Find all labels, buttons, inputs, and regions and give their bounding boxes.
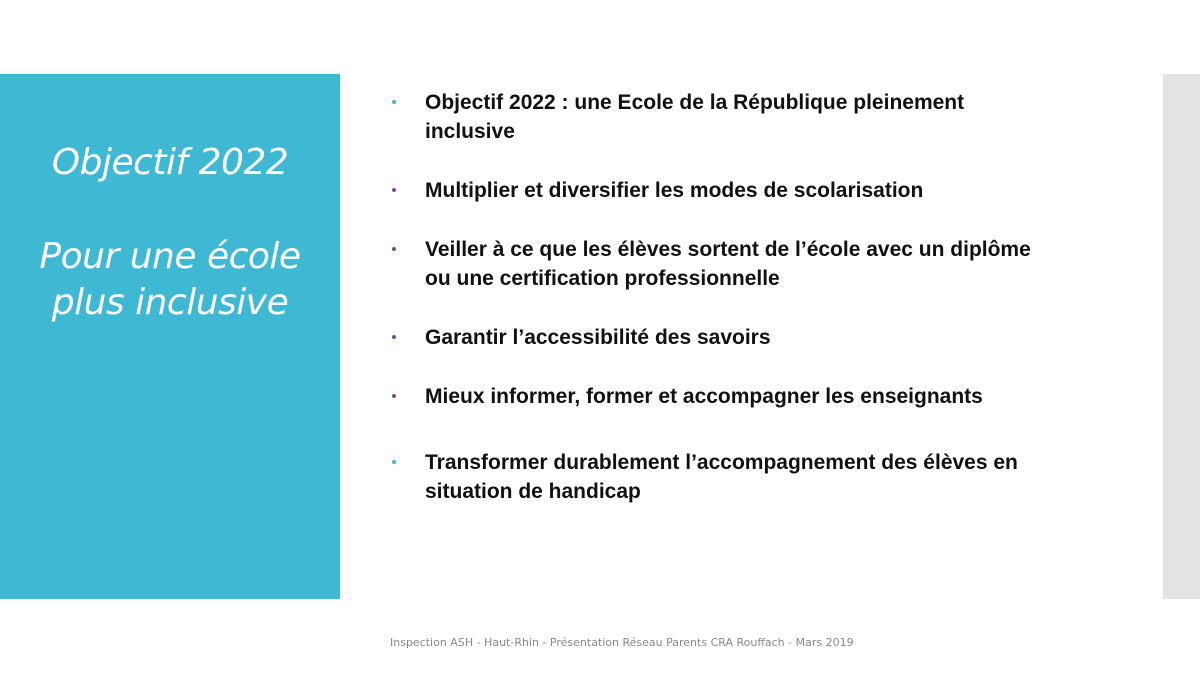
bullet-item-5 [392,382,1032,411]
title-spacer [0,186,340,234]
bullet-item-1 [392,88,1032,146]
bullet-item-3 [392,235,1032,293]
bullet-text: Multiplier et diversifier les modes de scolarisation [425,179,924,202]
bullet-dot-icon [392,460,396,464]
bullet-item-2 [392,176,1032,205]
slide-title [0,140,340,326]
bullet-text: Objectif 2022 : une Ecole de la République pleinement inclusive [425,91,965,143]
bullet-item-6 [392,448,1032,506]
bullet-dot-icon [392,188,396,192]
side-decoration-bar [1163,74,1200,599]
bullet-text: Mieux informer, former et accompagner les enseignants [425,385,983,408]
title-line-1: Objectif 2022 [51,142,289,183]
bullet-list [392,88,1032,506]
bullet-dot-icon [392,394,396,398]
bullet-dot-icon [392,335,396,339]
bullet-text: Veiller à ce que les élèves sortent de l’école avec un diplôme ou une certification professionnelle [425,238,1031,290]
title-line-2: Pour une école plus inclusive [39,236,301,323]
bullet-item-4 [392,323,1032,352]
slide-footer: Inspection ASH - Haut-Rhin - Présentation Réseau Parents CRA Rouffach - Mars 2019 [390,636,854,649]
bullet-text: Garantir l’accessibilité des savoirs [425,326,771,349]
bullet-dot-icon [392,247,396,251]
bullet-text: Transformer durablement l’accompagnement des élèves en situation de handicap [425,451,1018,503]
bullet-dot-icon [392,100,396,104]
